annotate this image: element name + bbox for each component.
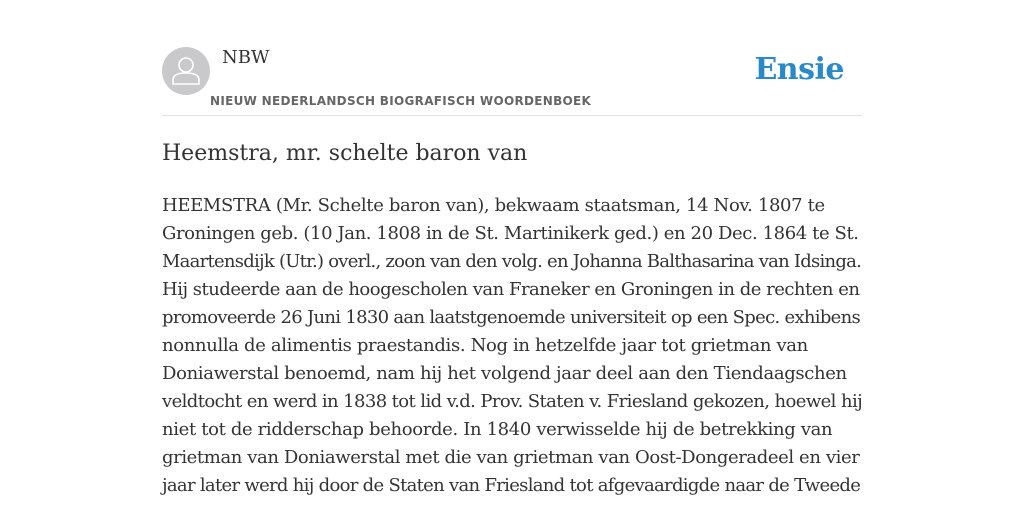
article-line: Groningen geb. (10 Jan. 1808 in de St. Martinikerk ged.) en 20 Dec. 1864 te St. — [162, 223, 859, 244]
article-line: HEEMSTRA (Mr. Schelte baron van), bekwaam staatsman, 14 Nov. 1807 te — [162, 195, 825, 216]
article-line: grietman van Doniawerstal met die van grietman van Oost-Dongeradeel en vier — [162, 447, 860, 468]
source-full-name: NIEUW NEDERLANDSCH BIOGRAFISCH WOORDENBOEK — [210, 94, 592, 108]
article-line: Maartensdijk (Utr.) overl., zoon van den volg. en Johanna Balthasarina van Idsinga. — [162, 251, 862, 272]
article-line: niet tot de ridderschap behoorde. In 1840 verwisselde hij de betrekking van — [162, 419, 833, 440]
article-line: veldtocht en werd in 1838 tot lid v.d. Prov. Staten v. Friesland gekozen, hoewel hij — [162, 391, 863, 412]
article-title: Heemstra, mr. schelte baron van — [162, 141, 528, 166]
article-line: promoveerde 26 Juni 1830 aan laatstgenoemde universiteit op een Spec. exhibens — [162, 307, 861, 328]
article-line: jaar later werd hij door de Staten van Friesland tot afgevaardigde naar de Tweede — [162, 475, 861, 496]
source-header — [162, 40, 862, 116]
brand-logo[interactable]: Ensie — [754, 52, 844, 87]
article-line: nonnulla de alimentis praestandis. Nog in hetzelfde jaar tot grietman van — [162, 335, 808, 356]
source-name[interactable]: NBW — [222, 47, 270, 68]
avatar[interactable] — [162, 47, 210, 95]
user-icon — [162, 47, 210, 95]
article-line: Doniawerstal benoemd, nam hij het volgend jaar deel aan den Tiendaagschen — [162, 363, 847, 384]
article-body — [162, 192, 862, 500]
article-line: Hij studeerde aan de hoogescholen van Franeker en Groningen in de rechten en — [162, 279, 860, 300]
